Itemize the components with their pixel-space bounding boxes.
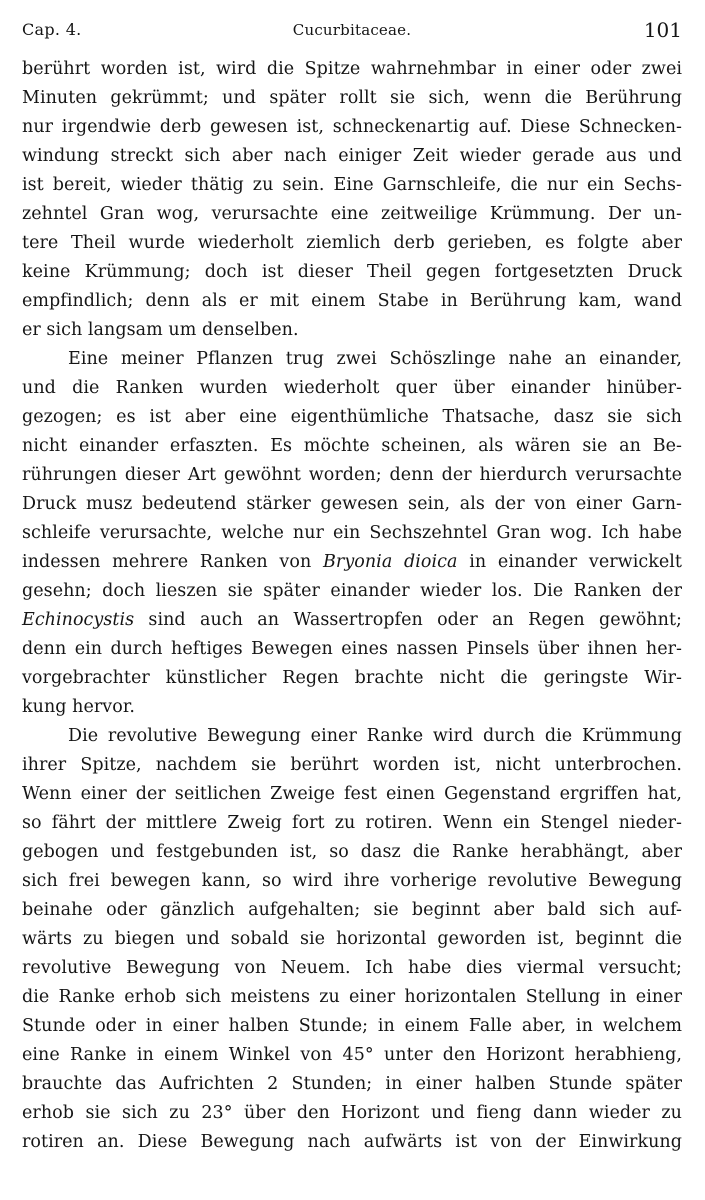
- text-line: nur irgendwie derb gewesen ist, schneckenartig auf. Diese Schnecken-: [22, 117, 682, 137]
- text-line: rührungen dieser Art gewöhnt worden; denn der hierdurch verursachte: [22, 465, 682, 485]
- text-line: ist bereit, wieder thätig zu sein. Eine Garnschleife, die nur ein Sechs-: [22, 175, 682, 195]
- text-line: [22, 548, 682, 577]
- text-line: die Ranke erhob sich meistens zu einer horizontalen Stellung in einer: [22, 987, 682, 1007]
- text-line: sich frei bewegen kann, so wird ihre vorherige revolutive Bewegung: [22, 871, 682, 891]
- body-text: [22, 55, 682, 1157]
- species-name: Bryonia dioica: [323, 552, 458, 572]
- text-line: berührt worden ist, wird die Spitze wahrnehmbar in einer oder zwei: [22, 59, 682, 79]
- text-line: ihrer Spitze, nachdem sie berührt worden ist, nicht unterbrochen.: [22, 755, 682, 775]
- text-line: keine Krümmung; doch ist dieser Theil gegen fortgesetzten Druck: [22, 262, 682, 282]
- text-line: Die revolutive Bewegung einer Ranke wird durch die Krümmung: [68, 726, 682, 746]
- text-line: Stunde oder in einer halben Stunde; in einem Falle aber, in welchem: [22, 1016, 682, 1036]
- text-line: Eine meiner Pflanzen trug zwei Schöszlinge nahe an einander,: [68, 349, 682, 369]
- text-span: in einander verwickelt: [457, 552, 682, 572]
- text-line: beinahe oder gänzlich aufgehalten; sie beginnt aber bald sich auf-: [22, 900, 682, 920]
- text-span: indessen mehrere Ranken von: [22, 552, 323, 572]
- text-line: empfindlich; denn als er mit einem Stabe in Berührung kam, wand: [22, 291, 682, 311]
- text-line: eine Ranke in einem Winkel von 45° unter den Horizont herabhieng,: [22, 1045, 682, 1065]
- text-line: gesehn; doch lieszen sie später einander wieder los. Die Ranken der: [22, 581, 682, 601]
- text-line: wärts zu biegen und sobald sie horizontal geworden ist, beginnt die: [22, 929, 682, 949]
- text-line: so fährt der mittlere Zweig fort zu rotiren. Wenn ein Stengel nieder-: [22, 813, 682, 833]
- text-span: sind auch an Wassertropfen oder an Regen gewöhnt;: [134, 610, 682, 630]
- text-line: [22, 606, 682, 635]
- section-title: Cucurbitaceae.: [292, 21, 412, 39]
- text-line: gebogen und festgebunden ist, so dasz die Ranke herabhängt, aber: [22, 842, 682, 862]
- page-number: 101: [643, 18, 682, 42]
- text-line: erhob sie sich zu 23° über den Horizont und fieng dann wieder zu: [22, 1103, 682, 1123]
- text-line: windung streckt sich aber nach einiger Zeit wieder gerade aus und: [22, 146, 682, 166]
- text-line: zehntel Gran wog, verursachte eine zeitweilige Krümmung. Der un-: [22, 204, 682, 224]
- text-line: nicht einander erfaszten. Es möchte scheinen, als wären sie an Be-: [22, 436, 682, 456]
- text-line: tere Theil wurde wiederholt ziemlich derb gerieben, es folgte aber: [22, 233, 682, 253]
- text-line: Druck musz bedeutend stärker gewesen sein, als der von einer Garn-: [22, 494, 682, 514]
- text-line: er sich langsam um denselben.: [22, 320, 299, 340]
- text-line: kung hervor.: [22, 697, 135, 717]
- text-line: schleife verursachte, welche nur ein Sechszehntel Gran wog. Ich habe: [22, 523, 682, 543]
- genus-name: Echinocystis: [22, 610, 135, 630]
- running-header: [22, 18, 682, 48]
- text-line: denn ein durch heftiges Bewegen eines nassen Pinsels über ihnen her-: [22, 639, 682, 659]
- text-line: vorgebrachter künstlicher Regen brachte nicht die geringste Wir-: [22, 668, 682, 688]
- text-line: gezogen; es ist aber eine eigenthümliche Thatsache, dasz sie sich: [22, 407, 682, 427]
- chapter-label: Cap. 4.: [22, 20, 82, 39]
- text-line: brauchte das Aufrichten 2 Stunden; in einer halben Stunde später: [22, 1074, 682, 1094]
- text-line: Wenn einer der seitlichen Zweige fest einen Gegenstand ergriffen hat,: [22, 784, 682, 804]
- text-line: Minuten gekrümmt; und später rollt sie sich, wenn die Berührung: [22, 88, 682, 108]
- text-line: rotiren an. Diese Bewegung nach aufwärts ist von der Einwirkung: [22, 1132, 682, 1152]
- text-line: revolutive Bewegung von Neuem. Ich habe dies viermal versucht;: [22, 958, 682, 978]
- text-line: und die Ranken wurden wiederholt quer über einander hinüber-: [22, 378, 682, 398]
